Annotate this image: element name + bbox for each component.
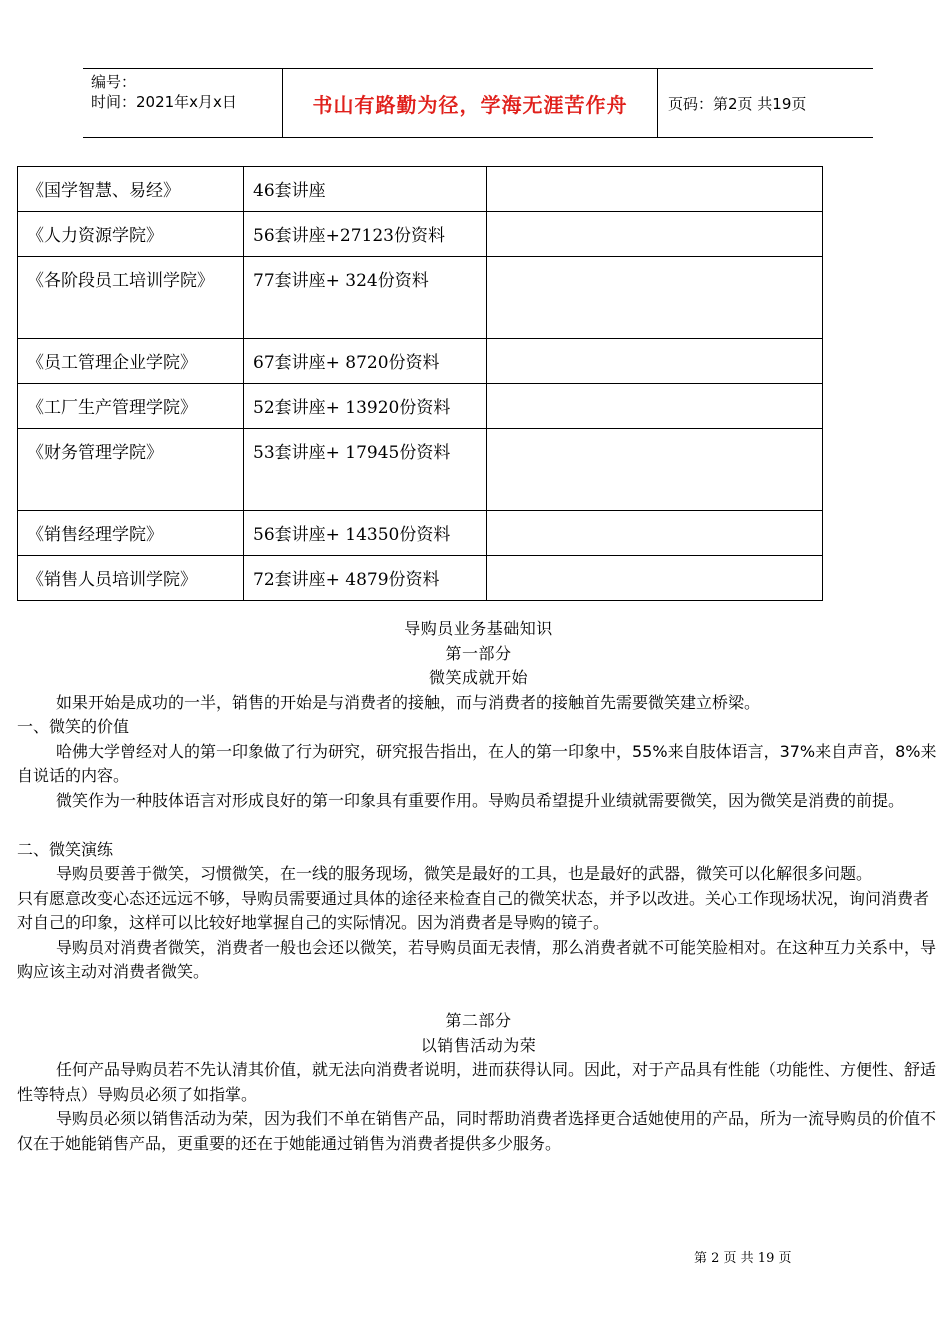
page-footer: 第 2 页 共 19 页 xyxy=(694,1251,792,1266)
catalog-content: 52套讲座+ 13920份资料 xyxy=(244,384,487,429)
table-row xyxy=(18,212,823,257)
catalog-content: 56套讲座+27123份资料 xyxy=(244,212,487,257)
page-header xyxy=(83,68,873,138)
header-motto: 书山有路勤为径，学海无涯苦作舟 xyxy=(283,69,658,137)
table-row xyxy=(18,511,823,556)
section2-heading: 二、微笑演练 xyxy=(17,839,114,859)
catalog-content: 67套讲座+ 8720份资料 xyxy=(244,339,487,384)
table-row xyxy=(18,556,823,601)
catalog-note xyxy=(487,384,823,429)
header-page-code: 页码：第2页 共19页 xyxy=(668,94,807,113)
section2-paragraph: 导购员要善于微笑，习惯微笑，在一线的服务现场，微笑是最好的工具，也是最好的武器，微笑可以化解很多问题。 xyxy=(56,864,873,883)
table-row xyxy=(18,384,823,429)
section2-paragraph: 只有愿意改变心态还远远不够，导购员需要通过具体的途径来检查自己的微笑状态，并予以改进。关心工作现场状况，询问消费者对自己的印象，这样可以比较好地掌握自己的实际情况。因为消费者是导购的镜子。 xyxy=(17,888,930,932)
table-row xyxy=(18,339,823,384)
section1-heading: 一、微笑的价值 xyxy=(17,717,130,736)
spacer xyxy=(17,985,940,1010)
part2-subtitle: 以销售活动为荣 xyxy=(420,1035,537,1055)
catalog-note xyxy=(487,212,823,257)
catalog-note xyxy=(487,339,823,384)
catalog-note xyxy=(487,167,823,212)
part2-paragraph: 导购员必须以销售活动为荣，因为我们不单在销售产品，同时帮助消费者选择更合适她使用的产品，所为一流导购员的价值不仅在于她能销售产品，更重要的还在于她能通过销售为消费者提供多少服务。 xyxy=(17,1109,937,1153)
number-label: 编号： xyxy=(91,73,137,91)
section2-paragraph: 导购员对消费者微笑，消费者一般也会还以微笑，若导购员面无表情，那么消费者就不可能笑脸相对。在这种互力关系中，导购应该主动对消费者微笑。 xyxy=(17,937,937,981)
catalog-name: 《工厂生产管理学院》 xyxy=(18,384,244,429)
catalog-note xyxy=(487,429,823,511)
catalog-name: 《销售经理学院》 xyxy=(18,511,244,556)
section1-paragraph: 微笑作为一种肢体语言对形成良好的第一印象具有重要作用。导购员希望提升业绩就需要微笑，因为微笑是消费的前提。 xyxy=(56,790,905,810)
table-row xyxy=(18,257,823,339)
catalog-note xyxy=(487,556,823,601)
catalog-name: 《国学智慧、易经》 xyxy=(18,167,244,212)
section1-paragraph: 哈佛大学曾经对人的第一印象做了行为研究，研究报告指出，在人的第一印象中，55%来自肢体语言，37%来自声音，8%来自说话的内容。 xyxy=(17,741,937,785)
part1-title: 第一部分 xyxy=(445,643,512,663)
table-row xyxy=(18,167,823,212)
catalog-name: 《销售人员培训学院》 xyxy=(18,556,244,601)
catalog-name: 《员工管理企业学院》 xyxy=(18,339,244,384)
article-body xyxy=(17,617,940,1156)
catalog-content: 46套讲座 xyxy=(244,167,487,212)
spacer xyxy=(17,813,940,838)
part2-title: 第二部分 xyxy=(445,1011,512,1030)
catalog-name: 《各阶段员工培训学院》 xyxy=(18,257,244,339)
catalog-content: 53套讲座+ 17945份资料 xyxy=(244,429,487,511)
catalog-name: 《人力资源学院》 xyxy=(18,212,244,257)
catalog-table xyxy=(17,166,823,601)
article-title: 导购员业务基础知识 xyxy=(404,619,553,638)
catalog-note xyxy=(487,257,823,339)
catalog-content: 72套讲座+ 4879份资料 xyxy=(244,556,487,601)
part2-paragraph: 任何产品导购员若不先认清其价值，就无法向消费者说明，进而获得认同。因此，对于产品具有性能（功能性、方便性、舒适性等特点）导购员必须了如指掌。 xyxy=(17,1060,937,1104)
catalog-note xyxy=(487,511,823,556)
header-meta xyxy=(83,69,283,137)
catalog-content: 77套讲座+ 324份资料 xyxy=(244,257,487,339)
time-label: 时间：2021年x月x日 xyxy=(91,93,237,111)
catalog-content: 56套讲座+ 14350份资料 xyxy=(244,511,487,556)
part1-subtitle: 微笑成就开始 xyxy=(428,668,528,687)
catalog-name: 《财务管理学院》 xyxy=(18,429,244,511)
table-row xyxy=(18,429,823,511)
intro-paragraph: 如果开始是成功的一半，销售的开始是与消费者的接触，而与消费者的接触首先需要微笑建立桥梁。 xyxy=(56,692,761,712)
